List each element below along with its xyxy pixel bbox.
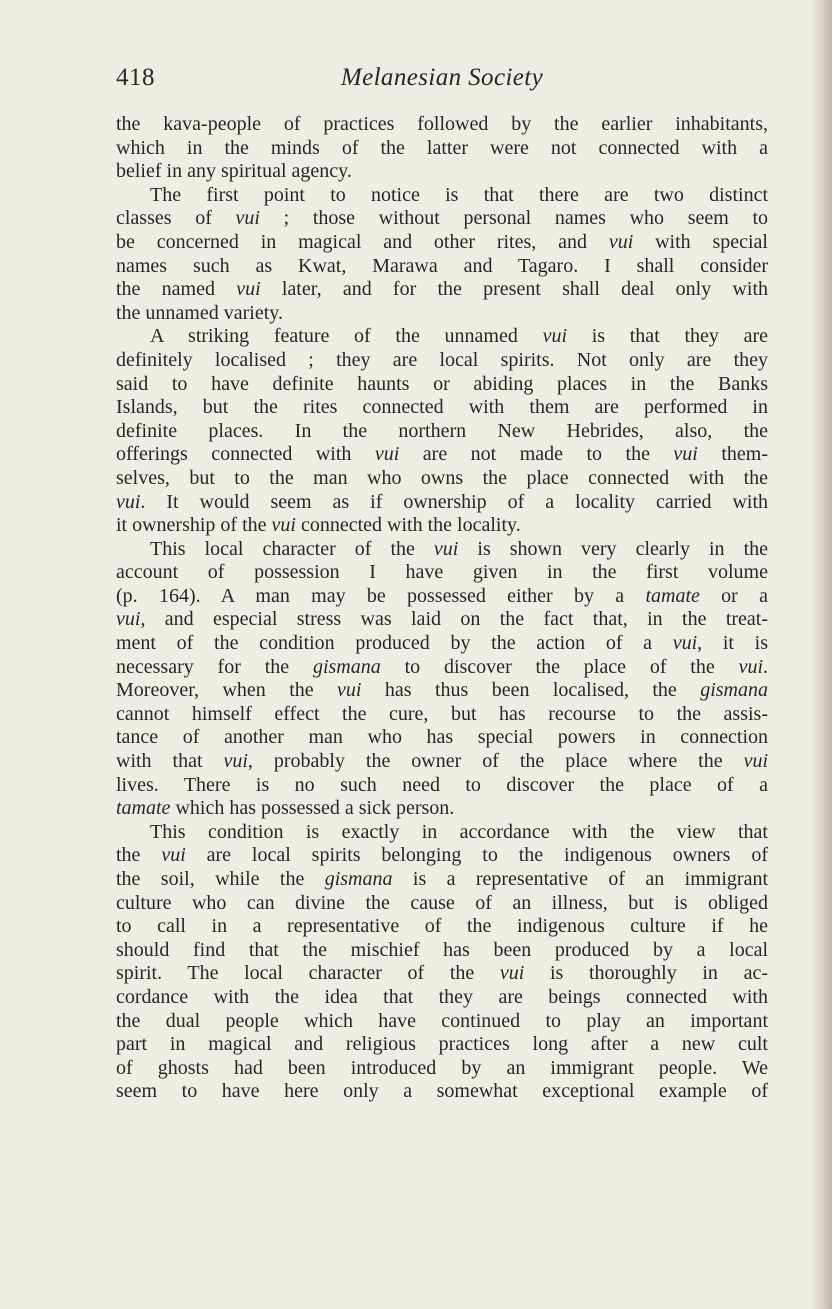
text-run: definitely localised ; they are local spirits. Not only are they bbox=[116, 348, 768, 371]
text-run: the bbox=[116, 844, 162, 867]
text-run: . bbox=[763, 655, 768, 678]
text-run: the unnamed variety. bbox=[116, 301, 283, 324]
text-run: the soil, while the bbox=[116, 868, 325, 890]
italic-term: vui bbox=[743, 750, 768, 773]
italic-term: vui bbox=[337, 679, 362, 702]
italic-term: vui bbox=[374, 443, 400, 466]
italic-term: gismana bbox=[700, 679, 769, 702]
text-line bbox=[116, 679, 768, 703]
text-run: which has possessed a sick person. bbox=[170, 797, 455, 820]
text-line bbox=[116, 868, 768, 892]
text-line bbox=[116, 962, 768, 986]
text-line bbox=[116, 373, 768, 397]
italic-term: vui bbox=[235, 207, 260, 230]
text-line bbox=[116, 774, 768, 798]
text-run: classes of bbox=[116, 207, 236, 230]
text-line bbox=[116, 1010, 768, 1034]
italic-term: vui bbox=[236, 278, 261, 301]
text-run: lives. There is no such need to discover the place of a bbox=[116, 773, 768, 796]
text-run: with special bbox=[633, 230, 768, 253]
italic-term: vui bbox=[116, 608, 141, 631]
text-run: are local spirits belonging to the indigenous owners of bbox=[185, 844, 768, 867]
italic-term: vui bbox=[271, 514, 296, 537]
text-run: definite places. In the northern New Hebrides, also, the bbox=[116, 419, 768, 442]
text-run: spirit. The local character of the bbox=[116, 962, 500, 985]
text-line bbox=[116, 278, 768, 302]
running-title: Melanesian Society bbox=[340, 64, 544, 91]
text-line bbox=[116, 561, 768, 585]
text-line bbox=[116, 137, 768, 161]
italic-term: vui bbox=[672, 632, 698, 655]
text-line bbox=[116, 821, 768, 845]
text-run: , it is bbox=[697, 632, 768, 655]
text-run: the named bbox=[116, 278, 237, 301]
text-line bbox=[116, 585, 768, 609]
italic-term: gismana bbox=[312, 655, 381, 678]
paragraph bbox=[116, 184, 768, 326]
text-run: names such as Kwat, Marawa and Tagaro. I shall consider bbox=[116, 254, 768, 277]
text-line bbox=[116, 892, 768, 916]
text-run: said to have definite haunts or abiding places in the Banks bbox=[116, 372, 768, 395]
text-run: is that they are bbox=[567, 325, 768, 348]
text-line bbox=[116, 491, 768, 515]
text-run: culture who can divine the cause of an illness, but is obliged bbox=[116, 891, 768, 914]
text-run: necessary for the bbox=[116, 655, 313, 678]
text-run: . It would seem as if ownership of a locality carried with bbox=[140, 490, 768, 513]
text-line bbox=[116, 443, 768, 467]
text-line bbox=[116, 160, 768, 184]
text-run: it ownership of the bbox=[116, 514, 272, 537]
paragraph bbox=[116, 325, 768, 537]
text-line bbox=[116, 113, 768, 137]
text-line bbox=[116, 797, 768, 821]
text-line bbox=[116, 538, 768, 562]
text-line bbox=[116, 302, 768, 326]
italic-term: vui bbox=[223, 750, 248, 773]
text-run: Islands, but the rites connected with them are performed in bbox=[116, 396, 768, 419]
text-run: Moreover, when the bbox=[116, 679, 338, 702]
paragraph bbox=[116, 113, 768, 184]
italic-term: vui bbox=[116, 490, 141, 513]
text-run: ; those without personal names who seem to bbox=[259, 207, 769, 230]
text-line bbox=[116, 467, 768, 491]
text-line bbox=[116, 632, 768, 656]
text-run: are not made to the bbox=[399, 443, 674, 466]
text-run: cannot himself effect the cure, but has recourse to the assis- bbox=[116, 702, 768, 725]
text-run: to discover the place of the bbox=[380, 655, 739, 678]
text-line bbox=[116, 915, 768, 939]
text-run: seem to have here only a somewhat exceptional example of bbox=[116, 1080, 768, 1103]
text-line bbox=[116, 986, 768, 1010]
text-run: belief in any spiritual agency. bbox=[116, 160, 352, 183]
italic-term: gismana bbox=[324, 868, 393, 890]
italic-term: vui bbox=[608, 230, 634, 253]
text-line bbox=[116, 939, 768, 963]
text-run: should find that the mischief has been produced by a local bbox=[116, 938, 768, 961]
body-text bbox=[116, 113, 768, 1104]
text-line bbox=[116, 349, 768, 373]
text-line bbox=[116, 1057, 768, 1081]
text-line bbox=[116, 325, 768, 349]
page-number: 418 bbox=[116, 64, 155, 91]
text-line bbox=[116, 207, 768, 231]
text-run: with that bbox=[116, 750, 224, 773]
paragraph bbox=[116, 821, 768, 1104]
text-run: the kava-people of practices followed by the earlier inhabitants, bbox=[116, 113, 768, 135]
text-run: to call in a representative of the indigenous culture if he bbox=[116, 915, 768, 938]
text-run: or a bbox=[699, 584, 768, 607]
text-line bbox=[116, 1033, 768, 1057]
italic-term: vui bbox=[738, 655, 763, 678]
text-line bbox=[116, 656, 768, 680]
text-line bbox=[116, 726, 768, 750]
text-line bbox=[116, 750, 768, 774]
text-line bbox=[116, 703, 768, 727]
text-run: part in magical and religious practices long after a new cult bbox=[116, 1033, 768, 1056]
text-run: is a representative of an immigrant bbox=[392, 868, 769, 890]
text-run: selves, but to the man who owns the place connected with the bbox=[116, 466, 768, 489]
text-run: the dual people which have continued to play an important bbox=[116, 1009, 768, 1032]
text-line bbox=[116, 255, 768, 279]
text-line bbox=[116, 420, 768, 444]
text-run: of ghosts had been introduced by an immigrant people. We bbox=[116, 1056, 768, 1079]
text-run: ment of the condition produced by the action of a bbox=[116, 632, 673, 655]
text-line bbox=[116, 608, 768, 632]
text-run: This condition is exactly in accordance with the view that bbox=[150, 820, 768, 843]
text-line bbox=[116, 1080, 768, 1104]
italic-term: vui bbox=[161, 844, 186, 867]
text-run: This local character of the bbox=[150, 537, 434, 560]
page-edge-shadow bbox=[810, 0, 832, 1309]
text-line bbox=[116, 844, 768, 868]
text-run: later, and for the present shall deal only with bbox=[260, 278, 768, 301]
text-run: The first point to notice is that there are two distinct bbox=[150, 183, 768, 206]
text-run: them- bbox=[697, 443, 768, 466]
text-line bbox=[116, 514, 768, 538]
text-run: be concerned in magical and other rites, and bbox=[116, 230, 609, 253]
text-run: , probably the owner of the place where the bbox=[247, 750, 744, 773]
text-run: which in the minds of the latter were not connected with a bbox=[116, 136, 768, 159]
italic-term: vui bbox=[499, 962, 525, 985]
text-run: , and especial stress was laid on the fact that, in the treat- bbox=[140, 608, 768, 631]
italic-term: tamate bbox=[116, 797, 171, 820]
text-run: is shown very clearly in the bbox=[458, 537, 769, 560]
paragraph bbox=[116, 538, 768, 821]
italic-term: tamate bbox=[645, 584, 700, 607]
text-line bbox=[116, 396, 768, 420]
italic-term: vui bbox=[433, 537, 459, 560]
text-line bbox=[116, 184, 768, 208]
text-run: account of possession I have given in the first volume bbox=[116, 561, 768, 584]
text-run: cordance with the idea that they are beings connected with bbox=[116, 985, 768, 1008]
page-header bbox=[116, 64, 768, 98]
text-run: is thoroughly in ac- bbox=[524, 962, 768, 985]
text-run: offerings connected with bbox=[116, 443, 375, 466]
text-line bbox=[116, 231, 768, 255]
text-run: tance of another man who has special powers in connection bbox=[116, 726, 768, 749]
text-run: A striking feature of the unnamed bbox=[150, 325, 543, 348]
italic-term: vui bbox=[673, 443, 698, 466]
text-run: (p. 164). A man may be possessed either by a bbox=[116, 584, 646, 607]
text-run: has thus been localised, the bbox=[361, 679, 701, 702]
italic-term: vui bbox=[542, 325, 568, 348]
text-run: connected with the locality. bbox=[295, 514, 521, 537]
